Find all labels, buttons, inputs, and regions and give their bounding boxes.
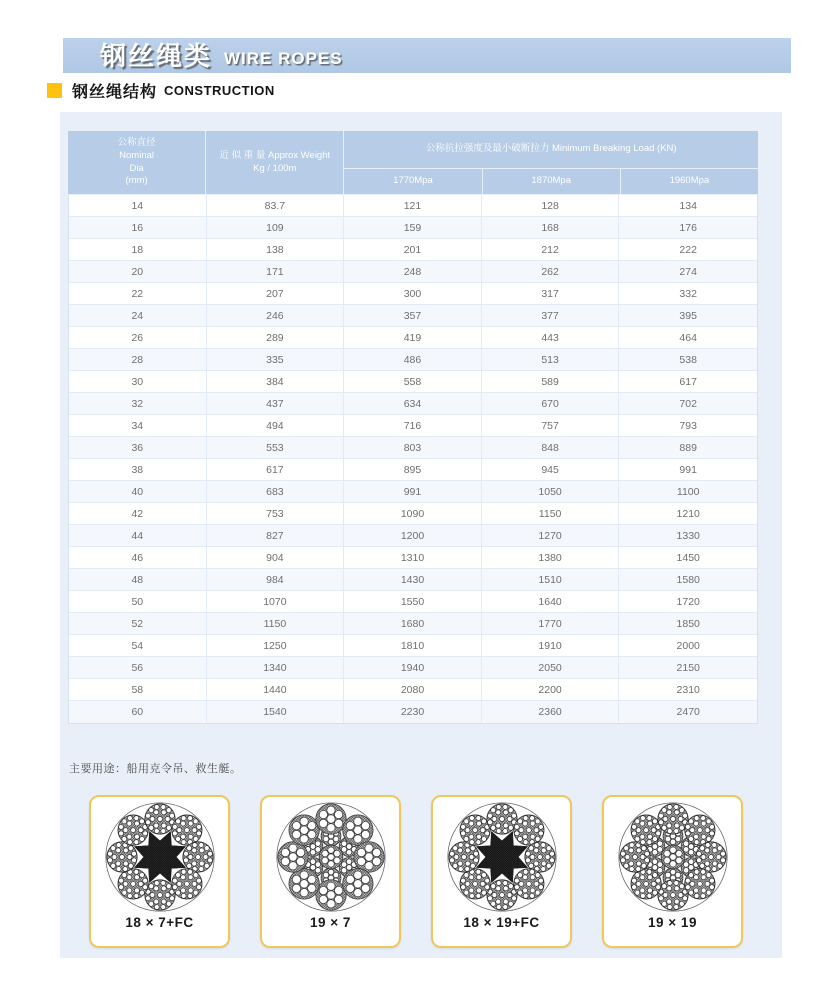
table-cell: 2080 [344, 679, 482, 701]
table-cell: 212 [482, 239, 620, 261]
table-cell: 1380 [482, 547, 620, 569]
table-cell: 332 [619, 283, 757, 305]
table-row [69, 701, 757, 723]
table-cell: 16 [69, 217, 207, 239]
header-nominal-dia [68, 131, 205, 194]
table-cell: 1050 [482, 481, 620, 503]
table-row [69, 591, 757, 613]
table-row [69, 547, 757, 569]
table-cell: 904 [207, 547, 345, 569]
table-cell: 2360 [482, 701, 620, 723]
table-cell: 222 [619, 239, 757, 261]
table-cell: 50 [69, 591, 207, 613]
table-cell: 702 [619, 393, 757, 415]
table-cell: 1850 [619, 613, 757, 635]
table-cell: 1330 [619, 525, 757, 547]
table-cell: 176 [619, 217, 757, 239]
table-cell: 1510 [482, 569, 620, 591]
table-row [69, 261, 757, 283]
table-cell: 60 [69, 701, 207, 723]
table-cell: 827 [207, 525, 345, 547]
rope-cross-section-diagram [101, 800, 219, 914]
table-cell: 42 [69, 503, 207, 525]
table-row [69, 371, 757, 393]
table-cell: 895 [344, 459, 482, 481]
table-cell: 1540 [207, 701, 345, 723]
table-cell: 32 [69, 393, 207, 415]
table-cell: 2310 [619, 679, 757, 701]
page-title-en: WIRE ROPES [224, 49, 343, 68]
rope-cross-section-diagram [614, 800, 732, 914]
table-cell: 437 [207, 393, 345, 415]
table-row [69, 283, 757, 305]
content-panel [60, 112, 782, 958]
table-cell: 289 [207, 327, 345, 349]
spec-table [68, 131, 758, 724]
page-banner [63, 38, 791, 73]
table-cell: 1250 [207, 635, 345, 657]
table-row [69, 349, 757, 371]
table-cell: 1550 [344, 591, 482, 613]
table-cell: 317 [482, 283, 620, 305]
header-grade-1960: 1960Mpa [621, 169, 758, 194]
table-cell: 538 [619, 349, 757, 371]
table-row [69, 503, 757, 525]
table-cell: 56 [69, 657, 207, 679]
table-cell: 464 [619, 327, 757, 349]
yellow-bullet-icon [47, 83, 62, 98]
table-row [69, 481, 757, 503]
table-cell: 419 [344, 327, 482, 349]
table-cell: 1340 [207, 657, 345, 679]
table-body [68, 195, 758, 724]
table-row [69, 525, 757, 547]
table-cell: 589 [482, 371, 620, 393]
table-row [69, 679, 757, 701]
table-cell: 48 [69, 569, 207, 591]
table-cell: 1720 [619, 591, 757, 613]
table-cell: 2150 [619, 657, 757, 679]
table-cell: 617 [619, 371, 757, 393]
page-title-zh: 钢丝绳类 [100, 40, 213, 71]
table-row [69, 569, 757, 591]
table-cell: 46 [69, 547, 207, 569]
table-cell: 494 [207, 415, 345, 437]
header-grade-1870: 1870Mpa [483, 169, 620, 194]
table-cell: 20 [69, 261, 207, 283]
construction-label: 18 × 7+FC [125, 915, 194, 930]
table-cell: 1210 [619, 503, 757, 525]
header-line: 近 似 重 量 Approx Weight [219, 149, 331, 161]
table-row [69, 195, 757, 217]
table-cell: 83.7 [207, 195, 345, 217]
table-cell: 2470 [676, 706, 700, 718]
table-cell: 58 [69, 679, 207, 701]
table-cell: 40 [69, 481, 207, 503]
table-cell: 670 [482, 393, 620, 415]
table-cell: 30 [69, 371, 207, 393]
table-cell: 2230 [344, 701, 482, 723]
table-row [69, 613, 757, 635]
table-cell: 1150 [482, 503, 620, 525]
table-row [69, 415, 757, 437]
table-cell: 1940 [344, 657, 482, 679]
table-cell: 168 [482, 217, 620, 239]
rope-cross-section-diagram [443, 800, 561, 914]
table-cell: 134 [619, 195, 757, 217]
table-cell: 28 [69, 349, 207, 371]
table-cell: 1200 [344, 525, 482, 547]
table-cell: 128 [482, 195, 620, 217]
table-cell: 246 [207, 305, 345, 327]
header-line: (mm) [125, 175, 148, 187]
table-cell: 22 [69, 283, 207, 305]
table-cell: 553 [207, 437, 345, 459]
table-cell: 34 [69, 415, 207, 437]
header-line: Dia [129, 162, 144, 174]
table-cell: 138 [207, 239, 345, 261]
table-cell: 1100 [619, 481, 757, 503]
table-cell: 2050 [482, 657, 620, 679]
table-cell: 1150 [207, 613, 345, 635]
diagram-card [602, 795, 743, 948]
table-cell: 889 [619, 437, 757, 459]
section-title-en: CONSTRUCTION [164, 82, 275, 98]
rope-cross-section-diagram [272, 800, 390, 914]
table-cell: 395 [619, 305, 757, 327]
table-header [68, 131, 758, 194]
table-row [69, 217, 757, 239]
diagram-card [431, 795, 572, 948]
table-cell: 1810 [344, 635, 482, 657]
table-cell: 683 [207, 481, 345, 503]
header-approx-weight [206, 131, 343, 194]
table-cell: 274 [619, 261, 757, 283]
table-cell: 513 [482, 349, 620, 371]
table-cell: 558 [344, 371, 482, 393]
table-cell: 793 [619, 415, 757, 437]
table-cell: 335 [207, 349, 345, 371]
table-cell: 1680 [344, 613, 482, 635]
table-row [69, 437, 757, 459]
table-cell: 716 [344, 415, 482, 437]
table-cell: 1910 [482, 635, 620, 657]
table-cell: 262 [482, 261, 620, 283]
table-cell: 1430 [344, 569, 482, 591]
table-cell: 991 [344, 481, 482, 503]
header-line: Nominal [119, 149, 155, 161]
table-cell: 2200 [482, 679, 620, 701]
table-cell: 357 [344, 305, 482, 327]
table-cell: 1580 [619, 569, 757, 591]
diagram-card [89, 795, 230, 948]
table-row [69, 459, 757, 481]
table-cell: 38 [69, 459, 207, 481]
table-cell: 207 [207, 283, 345, 305]
construction-label: 19 × 19 [648, 915, 697, 930]
table-row [69, 393, 757, 415]
table-cell: 443 [482, 327, 620, 349]
table-cell: 1090 [344, 503, 482, 525]
table-cell: 36 [69, 437, 207, 459]
table-cell: 1440 [207, 679, 345, 701]
table-cell: 1640 [482, 591, 620, 613]
table-cell: 1450 [619, 547, 757, 569]
table-cell: 2000 [619, 635, 757, 657]
table-cell: 753 [207, 503, 345, 525]
table-cell: 377 [482, 305, 620, 327]
table-cell: 159 [344, 217, 482, 239]
diagram-card [260, 795, 401, 948]
section-heading [47, 82, 275, 101]
table-cell: 486 [344, 349, 482, 371]
table-cell: 634 [344, 393, 482, 415]
table-cell: 44 [69, 525, 207, 547]
table-cell: 109 [207, 217, 345, 239]
table-row [69, 239, 757, 261]
table-cell: 617 [207, 459, 345, 481]
table-cell: 757 [482, 415, 620, 437]
table-cell: 1310 [344, 547, 482, 569]
construction-label: 18 × 19+FC [463, 915, 540, 930]
table-row [69, 305, 757, 327]
table-cell: 14 [69, 195, 207, 217]
table-cell: 18 [69, 239, 207, 261]
table-cell: 54 [69, 635, 207, 657]
table-cell: 52 [69, 613, 207, 635]
usage-note: 主要用途：船用克令吊、救生艇。 [69, 763, 242, 775]
table-cell: 300 [344, 283, 482, 305]
table-cell: 24 [69, 305, 207, 327]
table-cell: 1070 [207, 591, 345, 613]
table-cell: 984 [207, 569, 345, 591]
table-cell: 848 [482, 437, 620, 459]
table-cell: 1770 [482, 613, 620, 635]
table-cell: 1270 [482, 525, 620, 547]
header-grade-1770: 1770Mpa [344, 169, 481, 194]
header-line: Kg / 100m [253, 162, 297, 174]
table-cell: 803 [344, 437, 482, 459]
table-cell: 945 [482, 459, 620, 481]
table-cell: 121 [344, 195, 482, 217]
table-cell: 26 [69, 327, 207, 349]
table-cell: 248 [344, 261, 482, 283]
table-row [69, 635, 757, 657]
table-cell: 384 [207, 371, 345, 393]
table-cell: 991 [619, 459, 757, 481]
table-cell: 171 [207, 261, 345, 283]
construction-label: 19 × 7 [310, 915, 351, 930]
section-title-zh: 钢丝绳结构 [72, 83, 158, 101]
header-line: 公称直径 [117, 136, 156, 148]
header-breaking-load-group: 公称抗拉强度及最小破断拉力 Minimum Breaking Load (KN) [344, 131, 758, 168]
table-row [69, 657, 757, 679]
table-row [69, 327, 757, 349]
table-cell: 201 [344, 239, 482, 261]
construction-diagrams [89, 795, 743, 948]
